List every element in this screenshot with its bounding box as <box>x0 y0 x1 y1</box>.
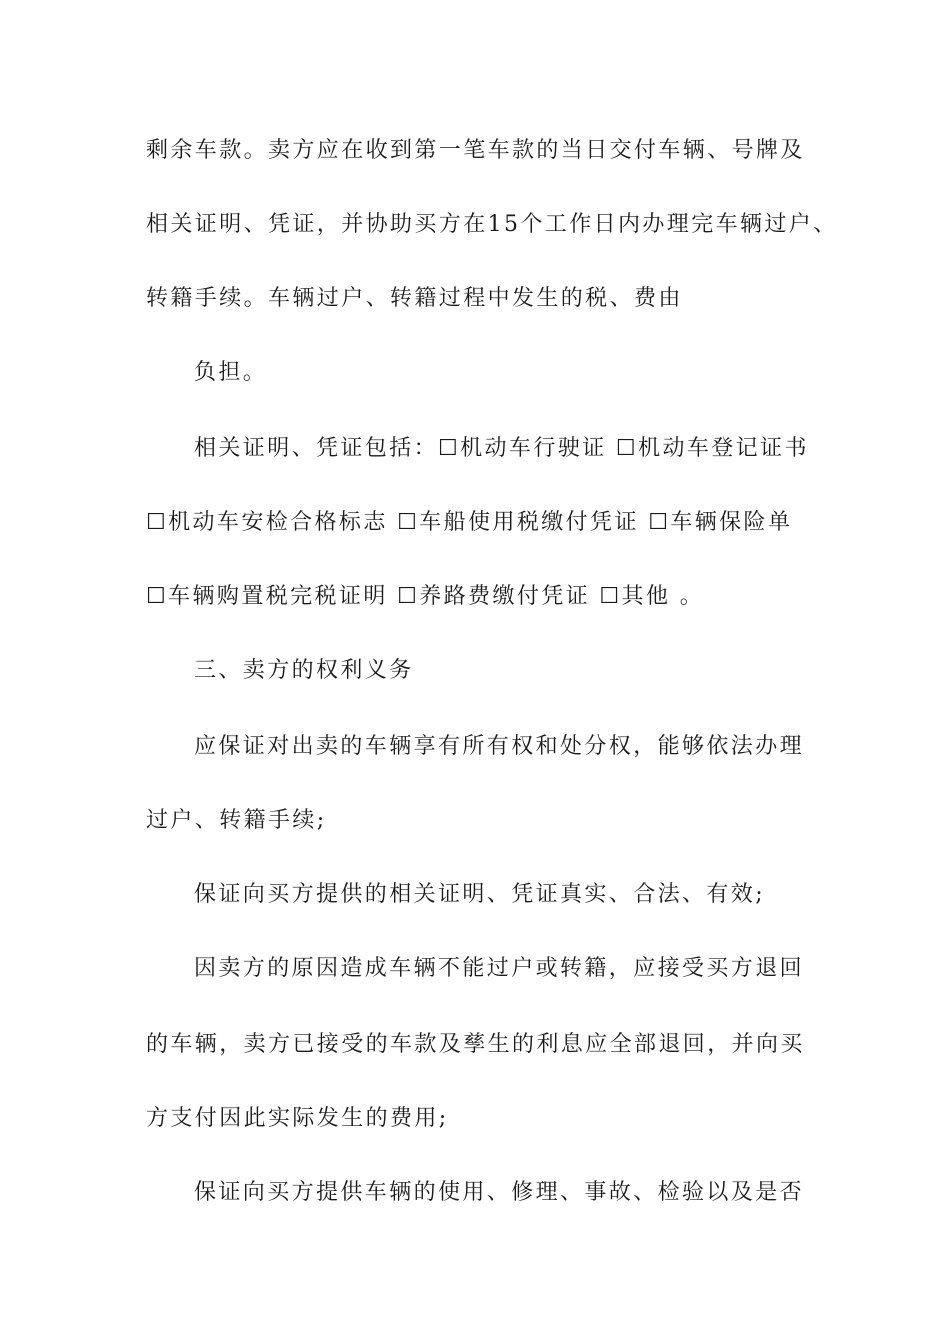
paragraph-line: ☐车辆购置税完税证明 ☐养路费缴付凭证 ☐其他 。 <box>146 584 705 609</box>
paragraph-line: 方支付因此实际发生的费用; <box>146 1106 449 1131</box>
paragraph-line: 转籍手续。车辆过户、转籍过程中发生的税、费由 <box>146 286 683 311</box>
paragraph-line: 应保证对出卖的车辆享有所有权和处分权，能够依法办理 <box>194 734 805 759</box>
paragraph-line: 过户、转籍手续; <box>146 808 327 833</box>
paragraph-line: ☐机动车安检合格标志 ☐车船使用税缴付凭证 ☐车辆保险单 <box>146 510 793 535</box>
paragraph-line: 保证向买方提供车辆的使用、修理、事故、检验以及是否 <box>194 1180 805 1205</box>
paragraph-line: 相关证明、凭证，并协助买方在15个工作日内办理完车辆过户、 <box>146 212 838 237</box>
paragraph-line: 的车辆，卖方已接受的车款及孳生的利息应全部退回，并向买 <box>146 1032 805 1057</box>
paragraph-line: 剩余车款。卖方应在收到第一笔车款的当日交付车辆、号牌及 <box>146 138 805 163</box>
section-heading: 三、卖方的权利义务 <box>194 658 414 683</box>
paragraph-line: 相关证明、凭证包括：☐机动车行驶证 ☐机动车登记证书 <box>194 436 809 461</box>
paragraph-line: 因卖方的原因造成车辆不能过户或转籍，应接受买方退回 <box>194 956 805 981</box>
paragraph-line: 负担。 <box>194 360 268 385</box>
paragraph-line: 保证向买方提供的相关证明、凭证真实、合法、有效; <box>194 882 766 907</box>
